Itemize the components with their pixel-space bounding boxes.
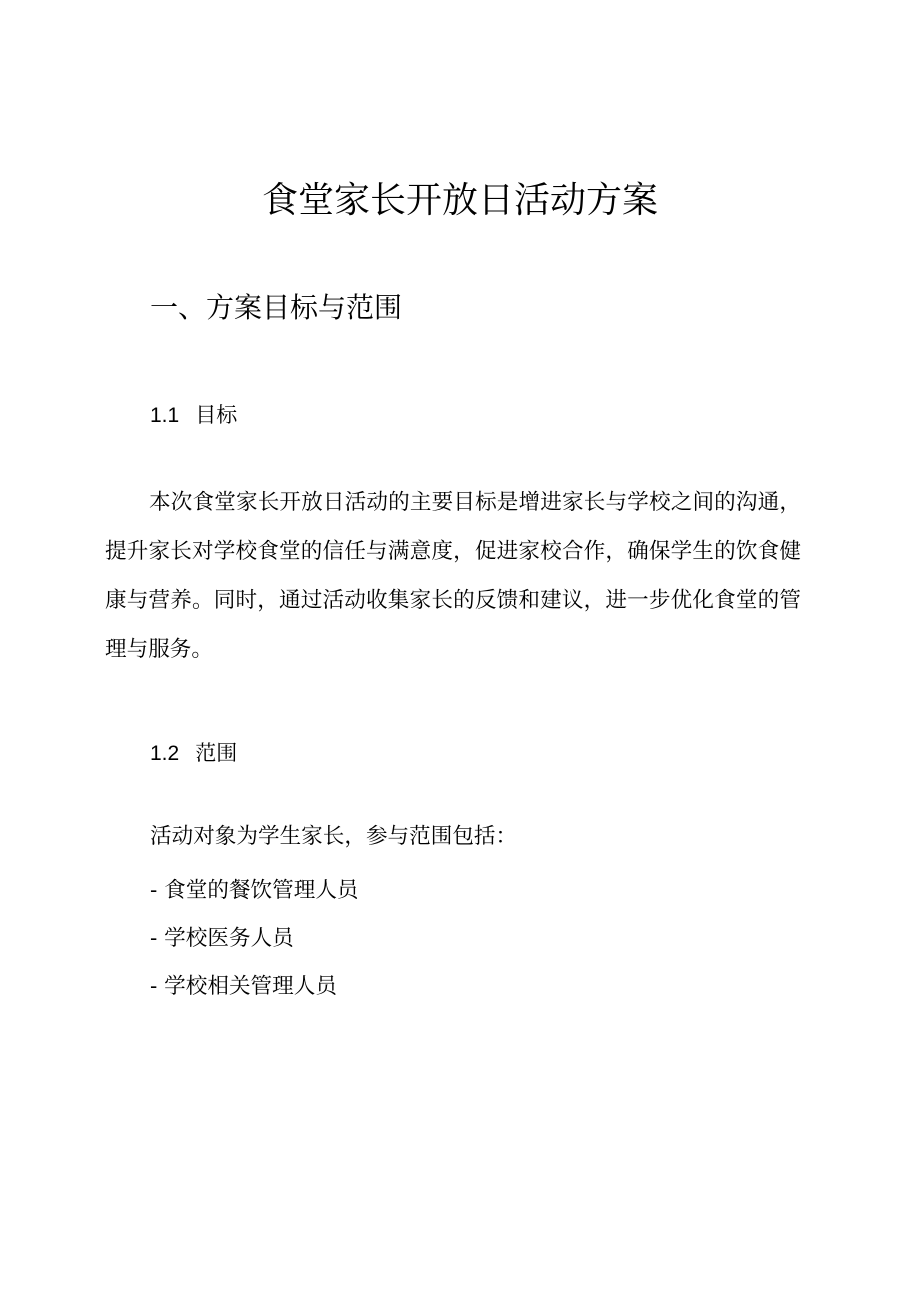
subsection-heading-scope — [150, 738, 237, 769]
subsection-label: 目标 — [195, 403, 238, 427]
list-item: - 食堂的餐饮管理人员 — [150, 878, 359, 903]
list-item: - 学校医务人员 — [150, 926, 294, 951]
scope-intro: 活动对象为学生家长，参与范围包括： — [150, 824, 518, 849]
subsection-number: 1.2 — [150, 742, 180, 765]
subsection-label: 范围 — [195, 741, 238, 765]
goal-paragraph: 本次食堂家长开放日活动的主要目标是增进家长与学校之间的沟通，提升家长对学校食堂的信任与满意度，促进家校合作，确保学生的饮食健康与营养。同时，通过活动收集家长的反馈和建议，进一步优化食堂的管理与服务。 — [105, 490, 801, 662]
subsection-heading-goal — [150, 400, 237, 431]
section-heading: 一、方案目标与范围 — [150, 291, 403, 324]
subsection-number: 1.1 — [150, 404, 180, 427]
document-title: 食堂家长开放日活动方案 — [261, 180, 658, 221]
scope-list — [150, 867, 359, 1011]
list-item: - 学校相关管理人员 — [150, 974, 337, 999]
